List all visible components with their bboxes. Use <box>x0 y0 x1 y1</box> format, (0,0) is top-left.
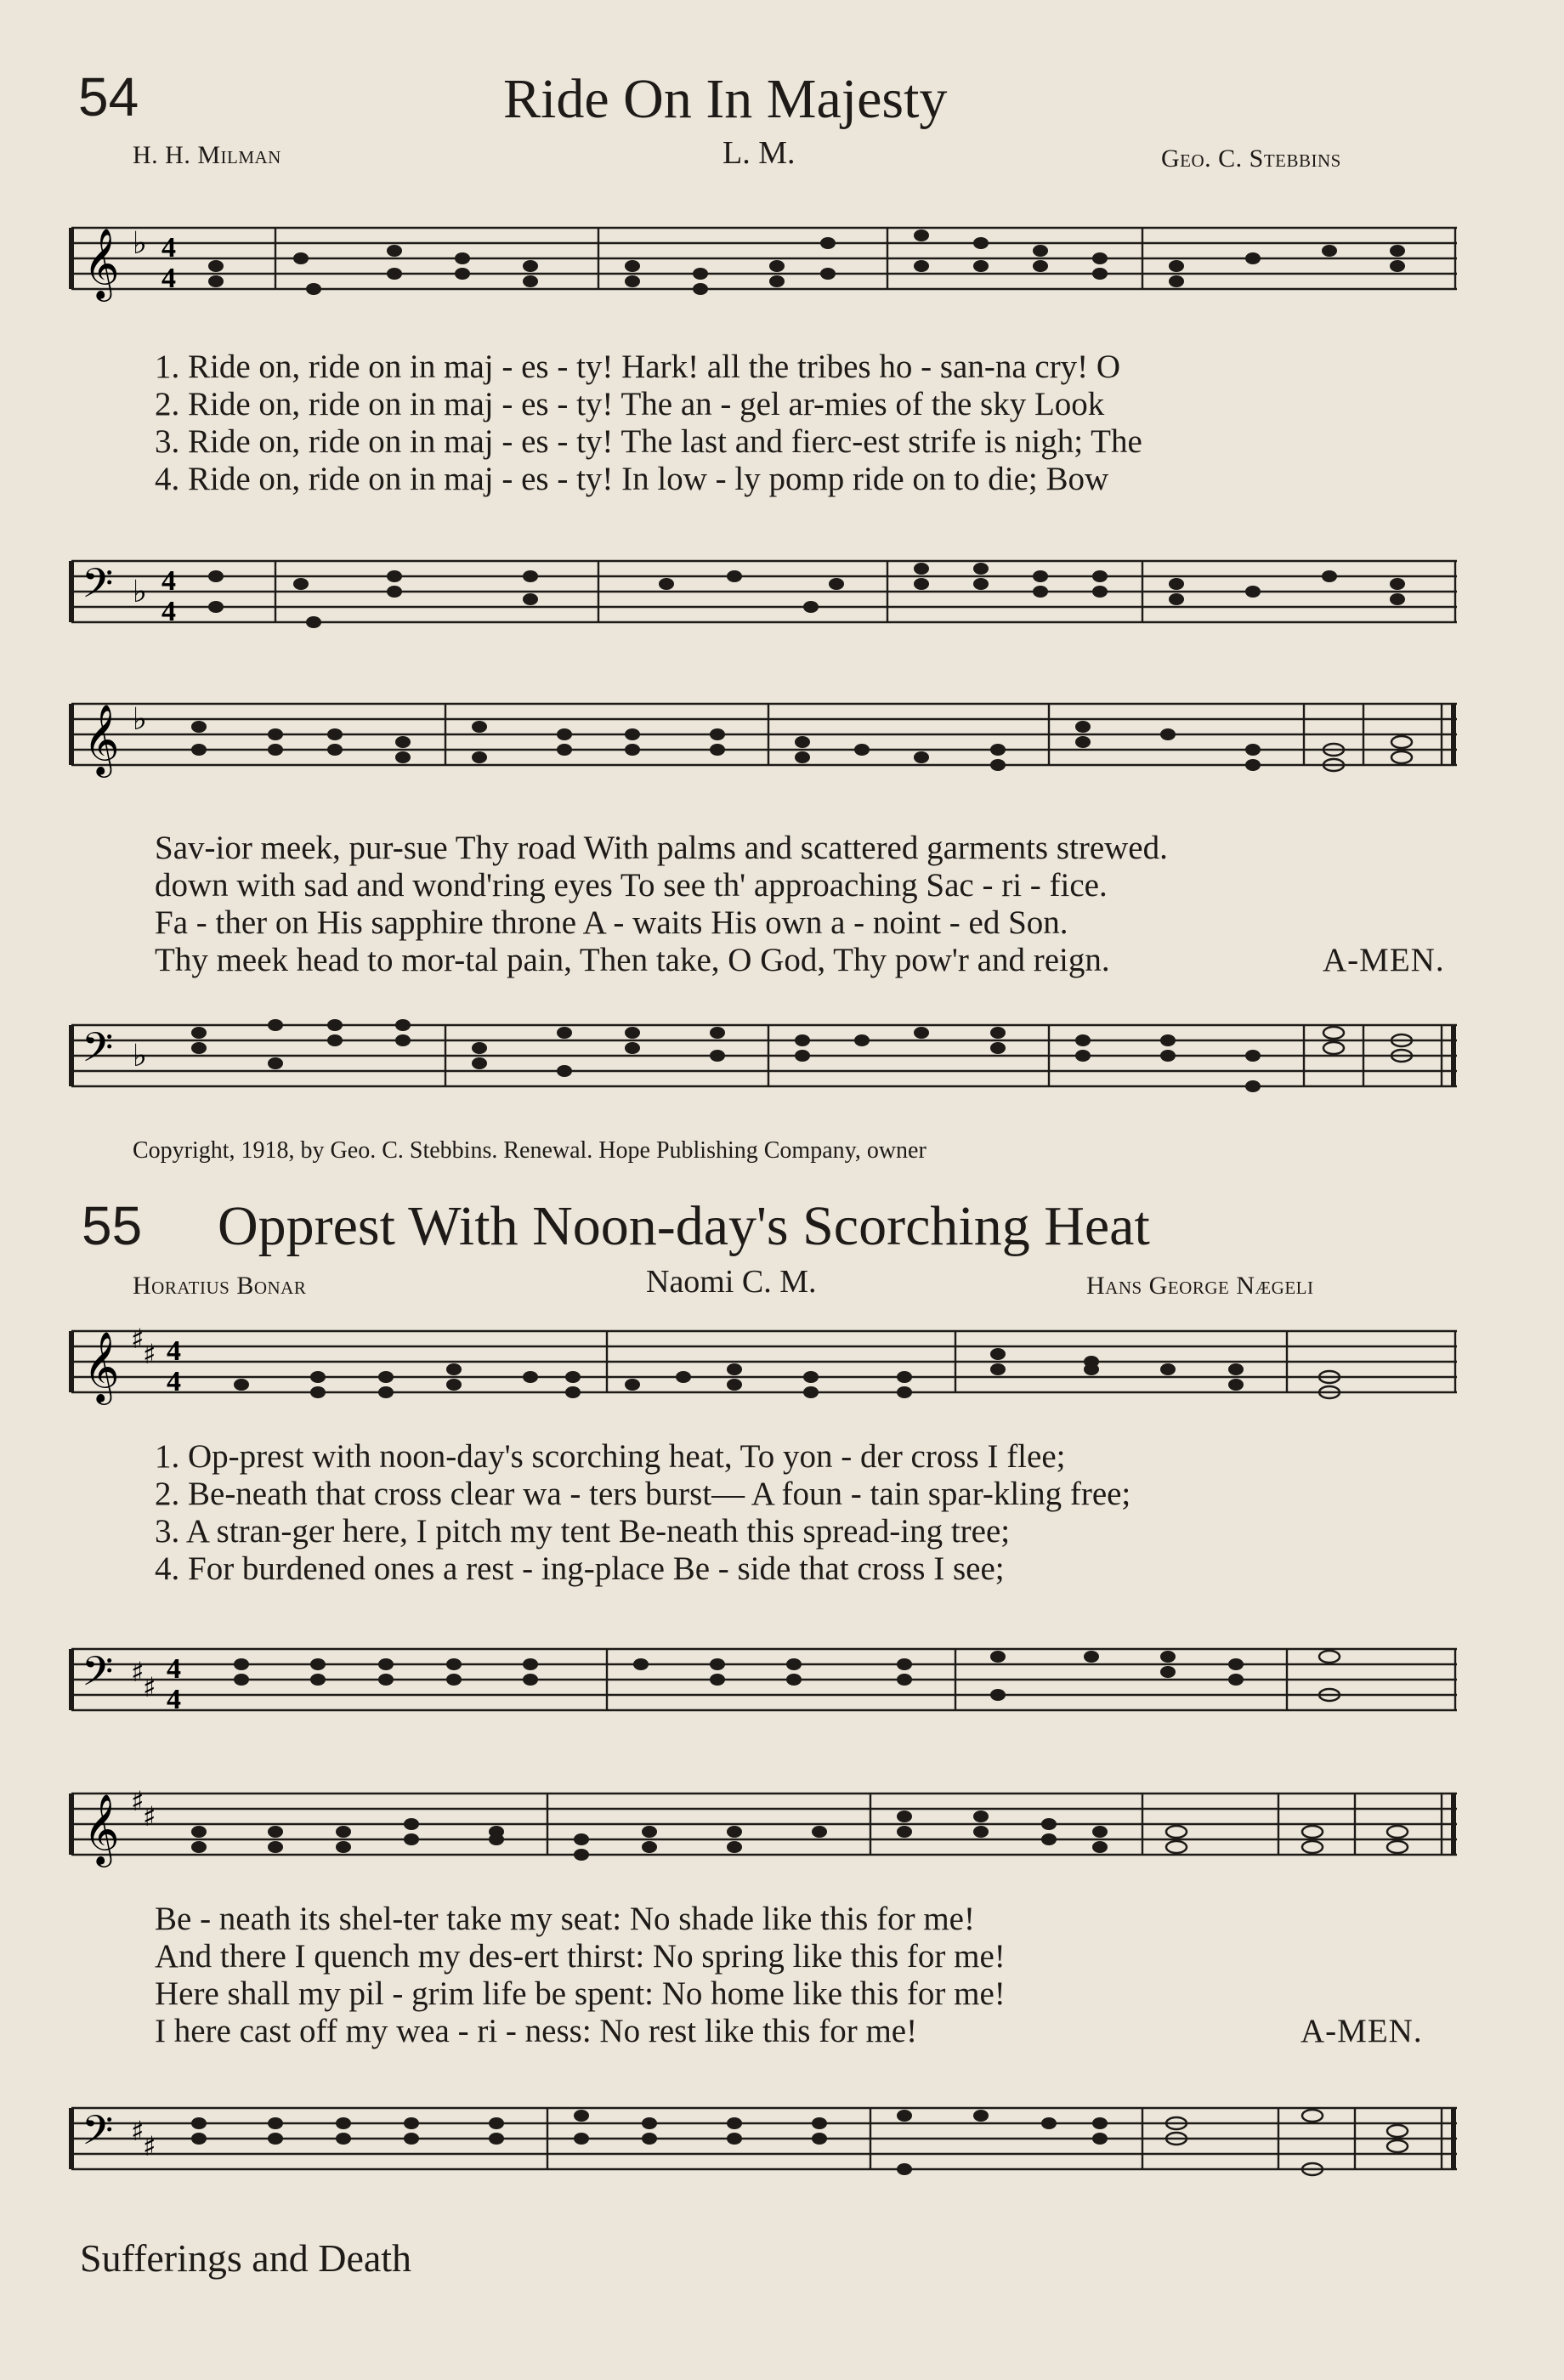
svg-text:4: 4 <box>167 1335 181 1367</box>
hymn-54-verse-3-line-1: 3. Ride on, ride on in maj - es - ty! The last and fierc-est strife is nigh; The <box>155 423 1142 460</box>
hymn-54-composer: Geo. C. Stebbins <box>1161 144 1341 173</box>
hymn-55-verse-4-line-2: I here cast off my wea - ri - ness: No rest like this for me! <box>155 2013 918 2049</box>
hymn-54-author: H. H. Milman <box>133 141 281 169</box>
svg-text:♭: ♭ <box>133 575 147 609</box>
hymn-55-verse-3-line-2: Here shall my pil - grim life be spent: No home like this for me! <box>155 1975 1006 2012</box>
hymn-54-system2-treble-staff <box>71 695 1457 797</box>
hymn-54-verse-1-line-2: Sav-ior meek, pur-sue Thy road With palms and scattered garments strewed. <box>155 830 1168 866</box>
svg-text:𝄞: 𝄞 <box>83 1330 120 1402</box>
hymn-55-author: Horatius Bonar <box>133 1272 307 1300</box>
svg-text:𝄢: 𝄢 <box>82 2106 114 2164</box>
hymn-55-verse-1-line-2: Be - neath its shel-ter take my seat: No shade like this for me! <box>155 1901 975 1937</box>
svg-text:♭: ♭ <box>133 226 147 261</box>
svg-text:♭: ♭ <box>133 1039 147 1074</box>
hymn-54-verse-4-line-2: Thy meek head to mor-tal pain, Then take, O God, Thy pow'r and reign. <box>155 942 1110 978</box>
hymn-54-verse-4-line-1: 4. Ride on, ride on in maj - es - ty! In low - ly pomp ride on to die; Bow <box>155 461 1109 497</box>
svg-text:4: 4 <box>162 565 176 597</box>
hymn-55-verse-2-line-1: 2. Be-neath that cross clear wa - ters burst— A foun - tain spar-kling free; <box>155 1476 1131 1512</box>
svg-text:𝄢: 𝄢 <box>82 1647 114 1705</box>
hymn-54-number: 54 <box>78 66 139 128</box>
hymn-54-verse-3-line-2: Fa - ther on His sapphire throne A - waits His own a - noint - ed Son. <box>155 904 1068 941</box>
svg-text:4: 4 <box>162 596 176 627</box>
hymn-54-verse-1-line-1: 1. Ride on, ride on in maj - es - ty! Hark! all the tribes ho - san-na cry! O <box>155 348 1121 385</box>
svg-text:♯: ♯ <box>131 1785 144 1817</box>
hymn-55-verse-1-line-1: 1. Op-prest with noon-day's scorching heat, To yon - der cross I flee; <box>155 1438 1066 1475</box>
hymn-54-system1-treble-staff <box>71 219 1457 321</box>
svg-text:𝄢: 𝄢 <box>82 559 114 617</box>
svg-text:♯: ♯ <box>143 2130 156 2162</box>
svg-text:♯: ♯ <box>131 1656 144 1688</box>
hymn-55-system1-treble-staff <box>71 1323 1457 1425</box>
svg-text:4: 4 <box>162 263 176 294</box>
hymn-55-number: 55 <box>82 1195 143 1256</box>
svg-text:𝄞: 𝄞 <box>83 703 120 774</box>
svg-text:♭: ♭ <box>133 702 147 737</box>
hymn-55-title: Opprest With Noon-day's Scorching Heat <box>218 1195 1150 1257</box>
hymn-54-verse-2-line-1: 2. Ride on, ride on in maj - es - ty! The an - gel ar-mies of the sky Look <box>155 386 1105 422</box>
svg-text:♯: ♯ <box>131 2115 144 2147</box>
svg-text:♯: ♯ <box>143 1800 156 1833</box>
hymn-54-amen: A-MEN. <box>1323 942 1445 978</box>
svg-text:♯: ♯ <box>143 1338 156 1370</box>
svg-text:4: 4 <box>167 1684 181 1715</box>
svg-text:𝄞: 𝄞 <box>83 1793 120 1864</box>
svg-text:4: 4 <box>167 1653 181 1685</box>
hymn-55-composer: Hans George Nægeli <box>1086 1272 1314 1300</box>
hymn-55-system1-bass-staff <box>71 1640 1457 1742</box>
hymn-54-verse-2-line-2: down with sad and wond'ring eyes To see th' approaching Sac - ri - fice. <box>155 867 1108 904</box>
hymn-55-verse-2-line-2: And there I quench my des-ert thirst: No spring like this for me! <box>155 1938 1006 1975</box>
hymn-54-system2-bass-staff <box>71 1017 1457 1119</box>
hymn-55-meter: Naomi C. M. <box>646 1264 817 1300</box>
hymn-55-verse-4-line-1: 4. For burdened ones a rest - ing-place Be - side that cross I see; <box>155 1550 1005 1587</box>
hymn-54-title: Ride On In Majesty <box>503 68 948 130</box>
hymn-54-system1-bass-staff <box>71 552 1457 654</box>
svg-text:♯: ♯ <box>143 1671 156 1703</box>
hymn-55-system2-treble-staff <box>71 1785 1457 1887</box>
svg-text:𝄢: 𝄢 <box>82 1023 114 1081</box>
hymn-55-verse-3-line-1: 3. A stran-ger here, I pitch my tent Be-neath this spread-ing tree; <box>155 1513 1011 1550</box>
svg-text:𝄞: 𝄞 <box>83 227 120 298</box>
hymn-54-copyright: Copyright, 1918, by Geo. C. Stebbins. Renewal. Hope Publishing Company, owner <box>133 1137 926 1164</box>
hymn-54-meter: L. M. <box>722 135 796 171</box>
hymn-55-amen: A-MEN. <box>1300 2013 1423 2049</box>
hymn-55-system2-bass-staff <box>71 2100 1457 2202</box>
svg-text:4: 4 <box>167 1366 181 1397</box>
section-label: Sufferings and Death <box>80 2236 412 2280</box>
svg-text:♯: ♯ <box>131 1323 144 1355</box>
svg-text:4: 4 <box>162 232 176 264</box>
